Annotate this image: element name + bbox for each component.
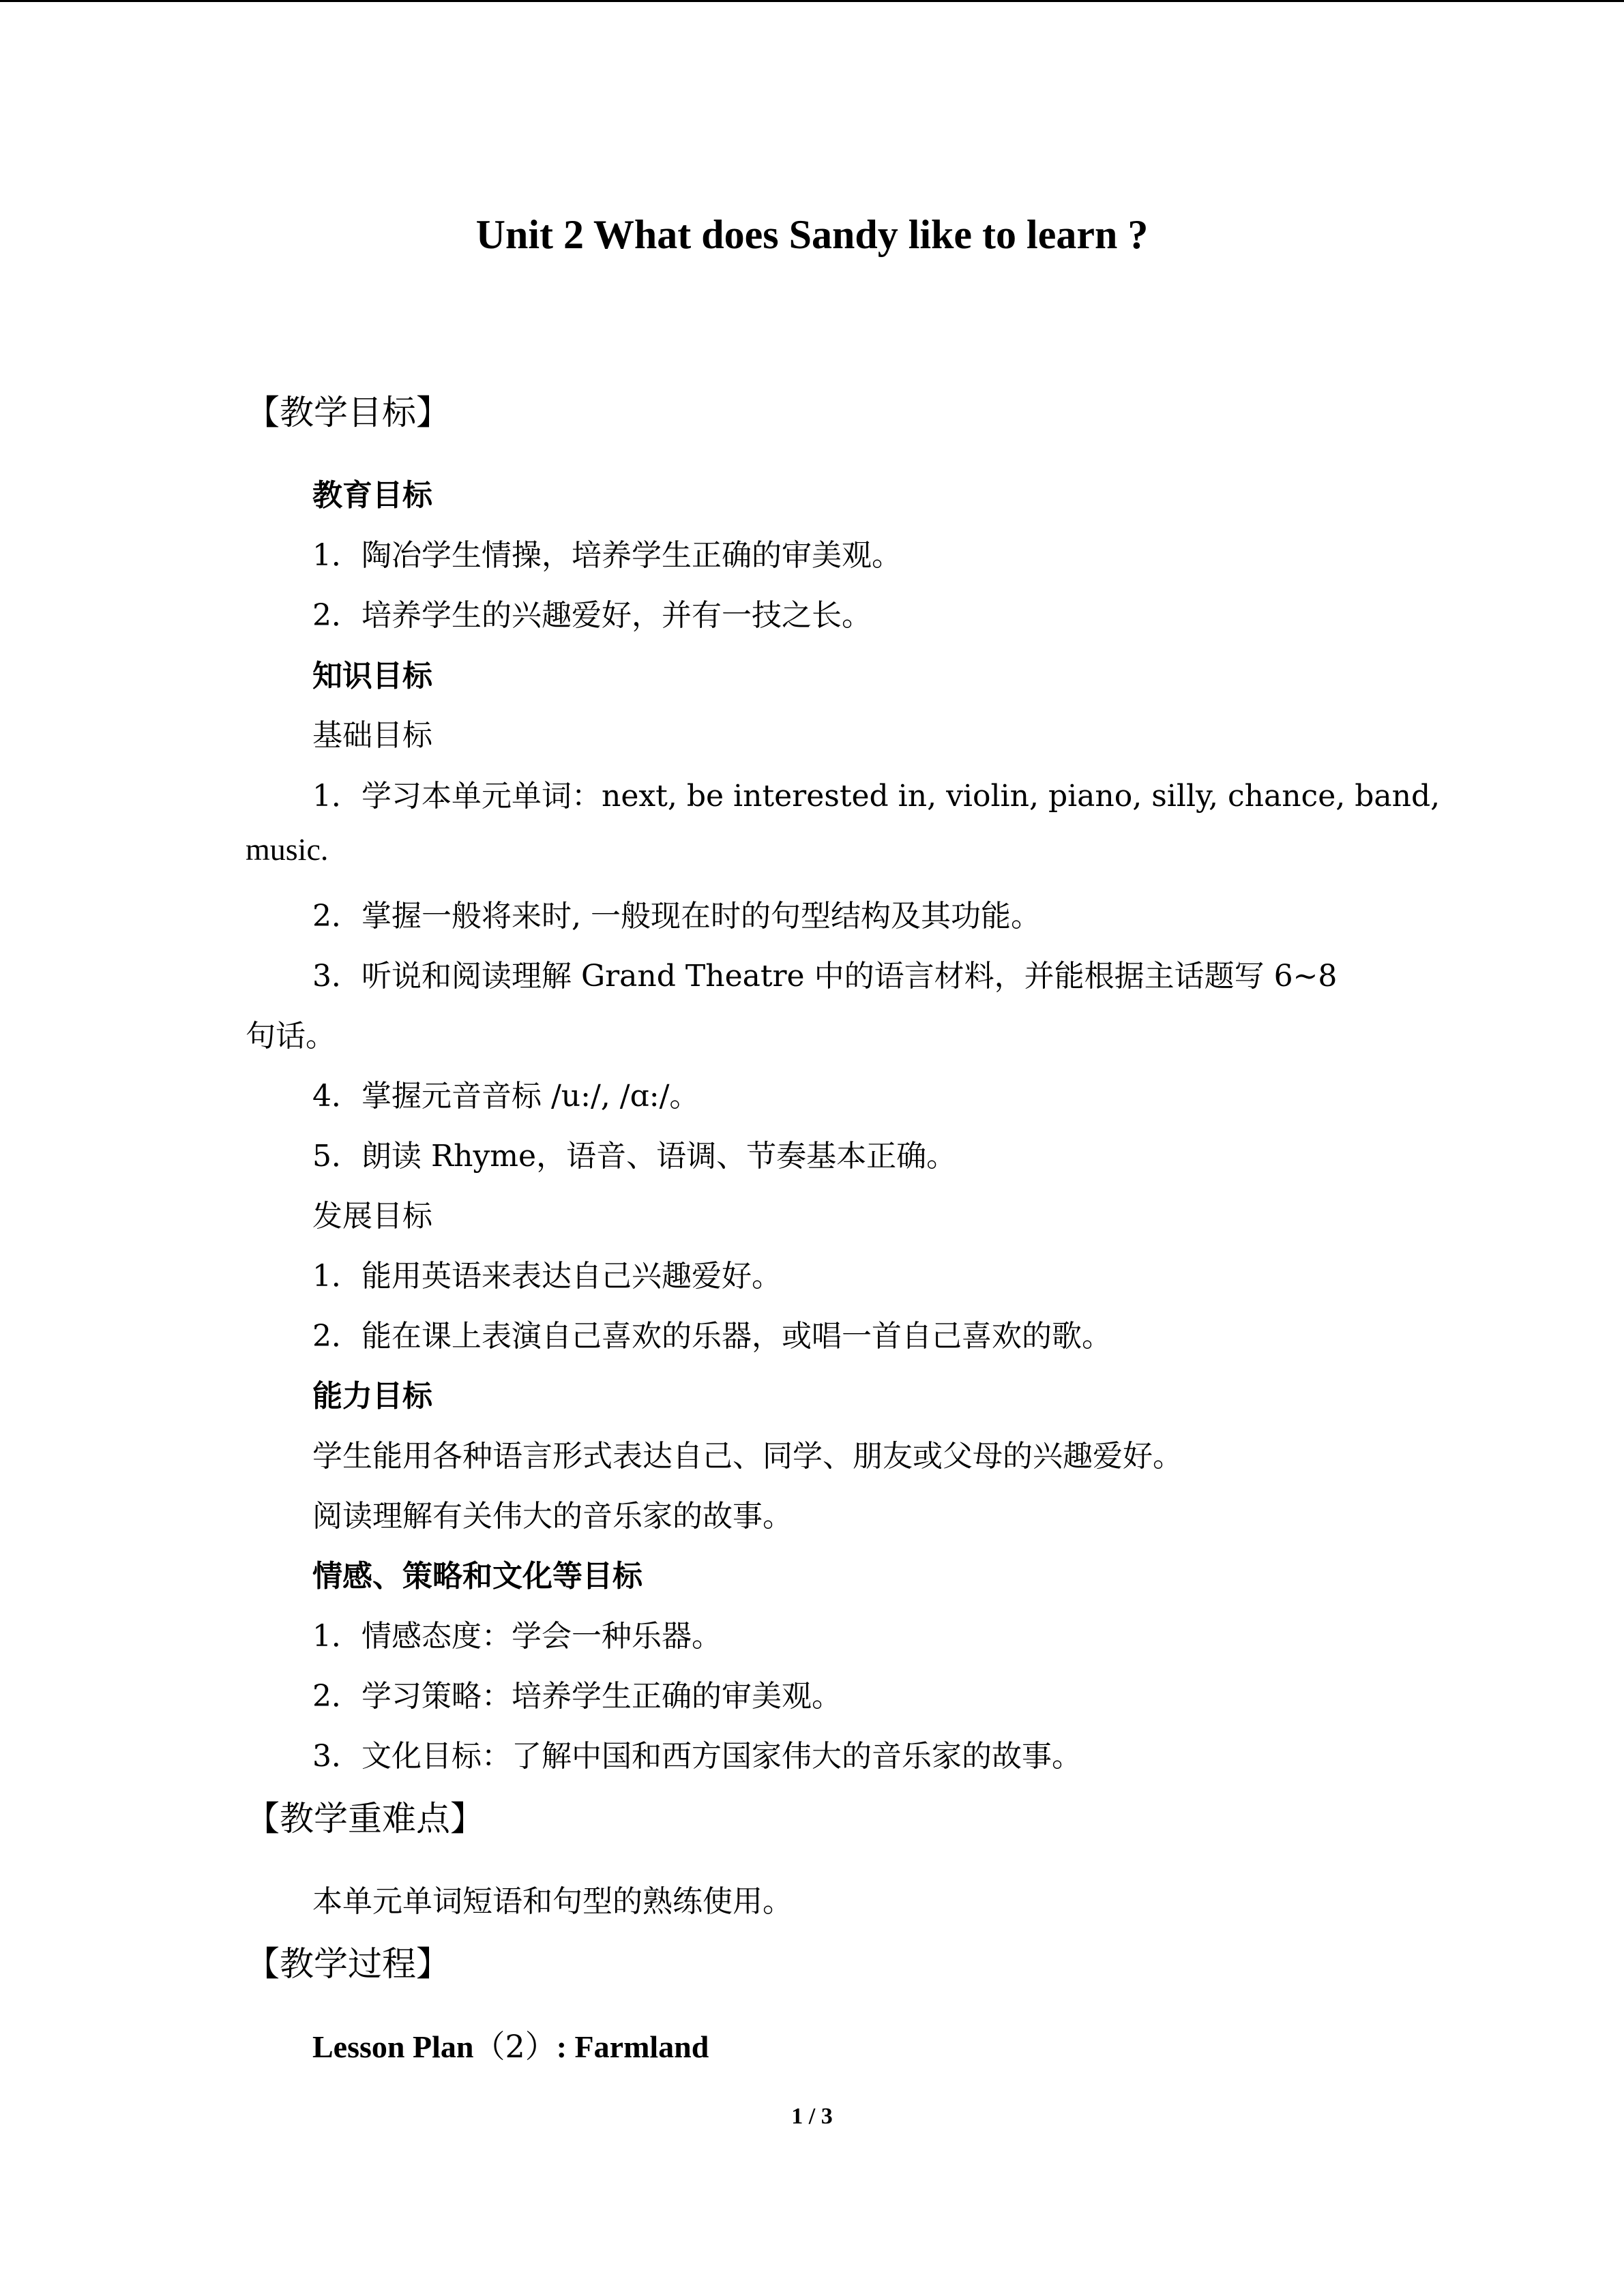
subheading-affect: 情感、策略和文化等目标	[312, 1559, 643, 1594]
education-item-2: 2．培养学生的兴趣爱好，并有一技之长。	[312, 598, 872, 633]
lesson-plan-title	[312, 2022, 709, 2067]
development-item-2: 2．能在课上表演自己喜欢的乐器，或唱一首自己喜欢的歌。	[312, 1319, 1112, 1354]
basic-item-3-line-1: 3．听说和阅读理解 Grand Theatre 中的语言材料，并能根据主话题写 6~8	[312, 959, 1338, 994]
subheading-knowledge: 知识目标	[312, 659, 432, 694]
lesson-plan-suffix: : Farmland	[556, 2029, 709, 2064]
ability-item-1: 学生能用各种语言形式表达自己、同学、朋友或父母的兴趣爱好。	[312, 1439, 1183, 1474]
section-heading-process: 【教学过程】	[246, 1944, 450, 1984]
lesson-plan-prefix: Lesson Plan	[312, 2029, 474, 2064]
basic-item-1-line-1: 1．学习本单元单词：next, be interested in, violin, piano, silly, chance, band,	[312, 779, 1441, 814]
lesson-plan-number: （2）	[473, 2028, 557, 2065]
page-number: 1 / 3	[791, 2104, 833, 2129]
affect-item-1: 1．情感态度：学会一种乐器。	[312, 1619, 722, 1654]
subheading-ability: 能力目标	[312, 1379, 432, 1414]
section-heading-objectives: 【教学目标】	[246, 393, 450, 432]
key-points-text: 本单元单词短语和句型的熟练使用。	[312, 1884, 793, 1919]
section-heading-key-points: 【教学重难点】	[246, 1799, 484, 1838]
subheading-basic: 基础目标	[312, 718, 432, 753]
subheading-development: 发展目标	[312, 1199, 432, 1234]
basic-item-5: 5．朗读 Rhyme，语音、语调、节奏基本正确。	[312, 1139, 957, 1174]
document-title: Unit 2 What does Sandy like to learn ?	[475, 212, 1149, 257]
education-item-1: 1．陶冶学生情操，培养学生正确的审美观。	[312, 538, 902, 573]
ability-item-2: 阅读理解有关伟大的音乐家的故事。	[312, 1499, 793, 1534]
basic-item-3-line-2: 句话。	[246, 1019, 336, 1054]
top-border-line	[0, 0, 1624, 2]
affect-item-2: 2．学习策略：培养学生正确的审美观。	[312, 1679, 842, 1714]
subheading-education: 教育目标	[312, 478, 432, 513]
basic-item-4: 4．掌握元音音标 /u:/, /ɑ:/。	[312, 1079, 700, 1114]
basic-item-2: 2．掌握一般将来时, 一般现在时的句型结构及其功能。	[312, 899, 1041, 934]
basic-item-1-line-2: music.	[246, 832, 329, 867]
affect-item-3: 3．文化目标：了解中国和西方国家伟大的音乐家的故事。	[312, 1739, 1082, 1774]
development-item-1: 1．能用英语来表达自己兴趣爱好。	[312, 1259, 782, 1294]
